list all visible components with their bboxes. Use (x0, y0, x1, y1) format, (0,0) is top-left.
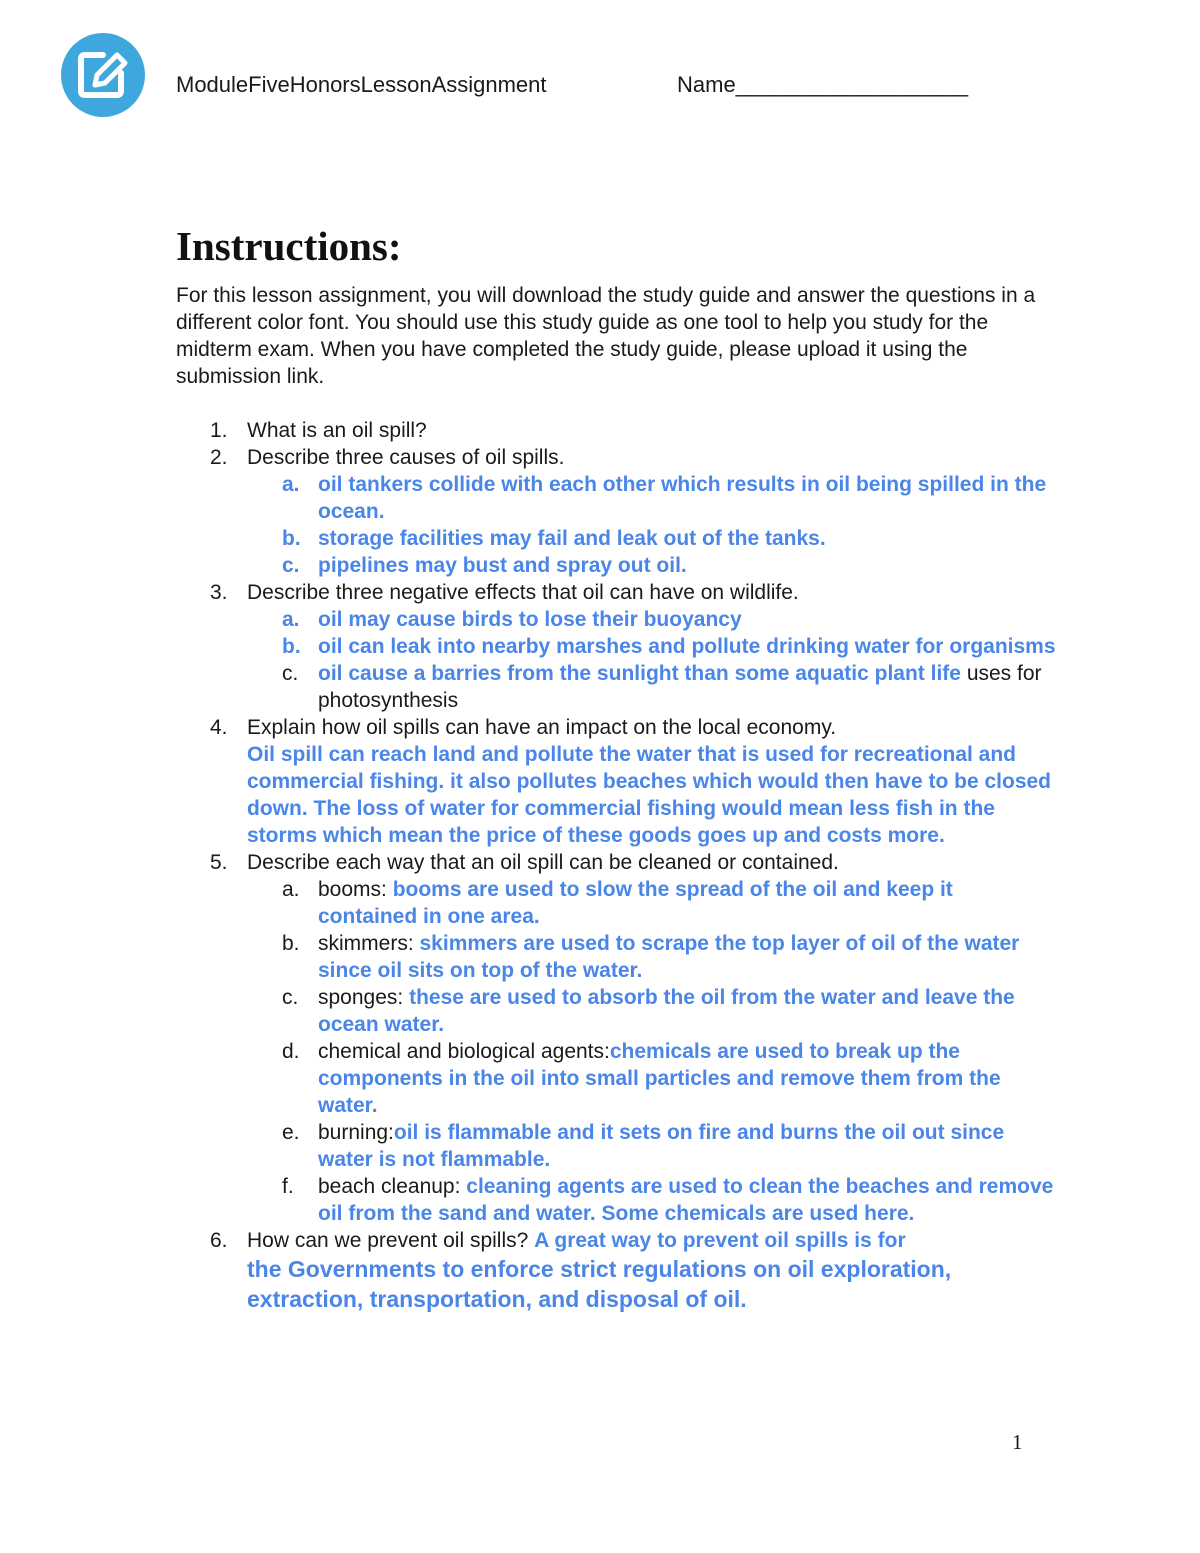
document-title: ModuleFiveHonorsLessonAssignment (176, 72, 547, 97)
answer-text: skimmers are used to scrape the top layer of oil of the water since oil sits on top of the water. (318, 932, 1020, 982)
answer-item (176, 1173, 1056, 1227)
answer-text: oil may cause birds to lose their buoyancy (318, 608, 742, 631)
item-letter: a. (282, 878, 300, 901)
question-list (176, 417, 1056, 1314)
item-letter: b. (282, 527, 301, 550)
answer-text: oil can leak into nearby marshes and pollute drinking water for organisms (318, 635, 1056, 658)
page-number: 1 (1012, 1430, 1023, 1454)
question-text: How can we prevent oil spills? (247, 1229, 535, 1252)
answer-text: cleaning agents are used to clean the beaches and remove oil from the sand and water. Some chemicals are used here. (318, 1175, 1054, 1225)
answer-text: A great way to prevent oil spills is for (534, 1229, 906, 1252)
question-1 (176, 417, 1056, 444)
answer-item (176, 633, 1056, 660)
question-text: Describe three negative effects that oil can have on wildlife. (247, 581, 799, 604)
item-label: skimmers: (318, 932, 420, 955)
answer-item (176, 525, 1056, 552)
answer-text: Oil spill can reach land and pollute the water that is used for recreational and commercial fishing. it also pollutes beaches which would then have to be closed down. The loss of water for commercial fishing would mean less fish in the storms which mean the price of these goods goes up and costs more. (247, 743, 1052, 847)
question-number: 5. (210, 851, 228, 874)
question-4 (176, 714, 1056, 849)
item-letter: c. (282, 662, 299, 685)
instructions-paragraph: For this lesson assignment, you will download the study guide and answer the questions in a different color font. You should use this study guide as one tool to help you study for the midterm exam. When you have completed the study guide, please upload it using the submission link. (176, 284, 1036, 388)
question-number: 3. (210, 581, 228, 604)
answer-item (176, 930, 1056, 984)
answer-tail-text: uses for photosynthesis (318, 662, 1042, 712)
question-text: What is an oil spill? (247, 419, 427, 442)
answer-continuation: the Governments to enforce strict regulations on oil exploration, extraction, transportation, and disposal of oil. (247, 1256, 952, 1312)
item-label: burning: (318, 1121, 394, 1144)
item-label: chemical and biological agents: (318, 1040, 610, 1063)
answer-text: these are used to absorb the oil from the water and leave the ocean water. (318, 986, 1015, 1036)
answer-item (176, 876, 1056, 930)
question-number: 1. (210, 419, 228, 442)
item-letter: c. (282, 554, 300, 577)
answer-item (176, 984, 1056, 1038)
item-letter: a. (282, 608, 300, 631)
edit-square-icon (59, 33, 147, 117)
answer-text: storage facilities may fail and leak out of the tanks. (318, 527, 826, 550)
question-number: 2. (210, 446, 228, 469)
item-letter: b. (282, 932, 300, 955)
item-label: sponges: (318, 986, 410, 1009)
question-5 (176, 849, 1056, 1227)
answer-item (176, 1038, 1056, 1119)
item-letter: f. (282, 1175, 294, 1198)
instructions-heading: Instructions: (176, 223, 402, 269)
question-text: Explain how oil spills can have an impact on the local economy. (247, 716, 837, 739)
answer-text: chemicals are used to break up the components in the oil into small particles and remove them from the water. (318, 1040, 1001, 1117)
question-text: Describe three causes of oil spills. (247, 446, 565, 469)
answer-text: oil is flammable and it sets on fire and burns the oil out since water is not flammable. (318, 1121, 1005, 1171)
question-number: 6. (210, 1229, 228, 1252)
answer-text: oil cause a barries from the sunlight than some aquatic plant life (318, 662, 961, 685)
question-6 (176, 1227, 1056, 1314)
answer-item (176, 660, 1056, 714)
item-letter: a. (282, 473, 300, 496)
name-field: Name___________________ (677, 72, 969, 97)
item-letter: e. (282, 1121, 300, 1144)
answer-text: pipelines may bust and spray out oil. (318, 554, 687, 577)
answer-item (176, 471, 1056, 525)
item-label: beach cleanup: (318, 1175, 467, 1198)
question-text: Describe each way that an oil spill can be cleaned or contained. (247, 851, 839, 874)
item-label: booms: (318, 878, 393, 901)
item-letter: b. (282, 635, 301, 658)
answer-text: booms are used to slow the spread of the oil and keep it contained in one area. (318, 878, 953, 928)
question-3 (176, 579, 1056, 714)
answer-item (176, 1119, 1056, 1173)
item-letter: d. (282, 1040, 300, 1063)
item-letter: c. (282, 986, 299, 1009)
question-number: 4. (210, 716, 228, 739)
answer-text: oil tankers collide with each other which results in oil being spilled in the ocean. (318, 473, 1047, 523)
question-2 (176, 444, 1056, 579)
answer-item (176, 606, 1056, 633)
answer-item (176, 552, 1056, 579)
